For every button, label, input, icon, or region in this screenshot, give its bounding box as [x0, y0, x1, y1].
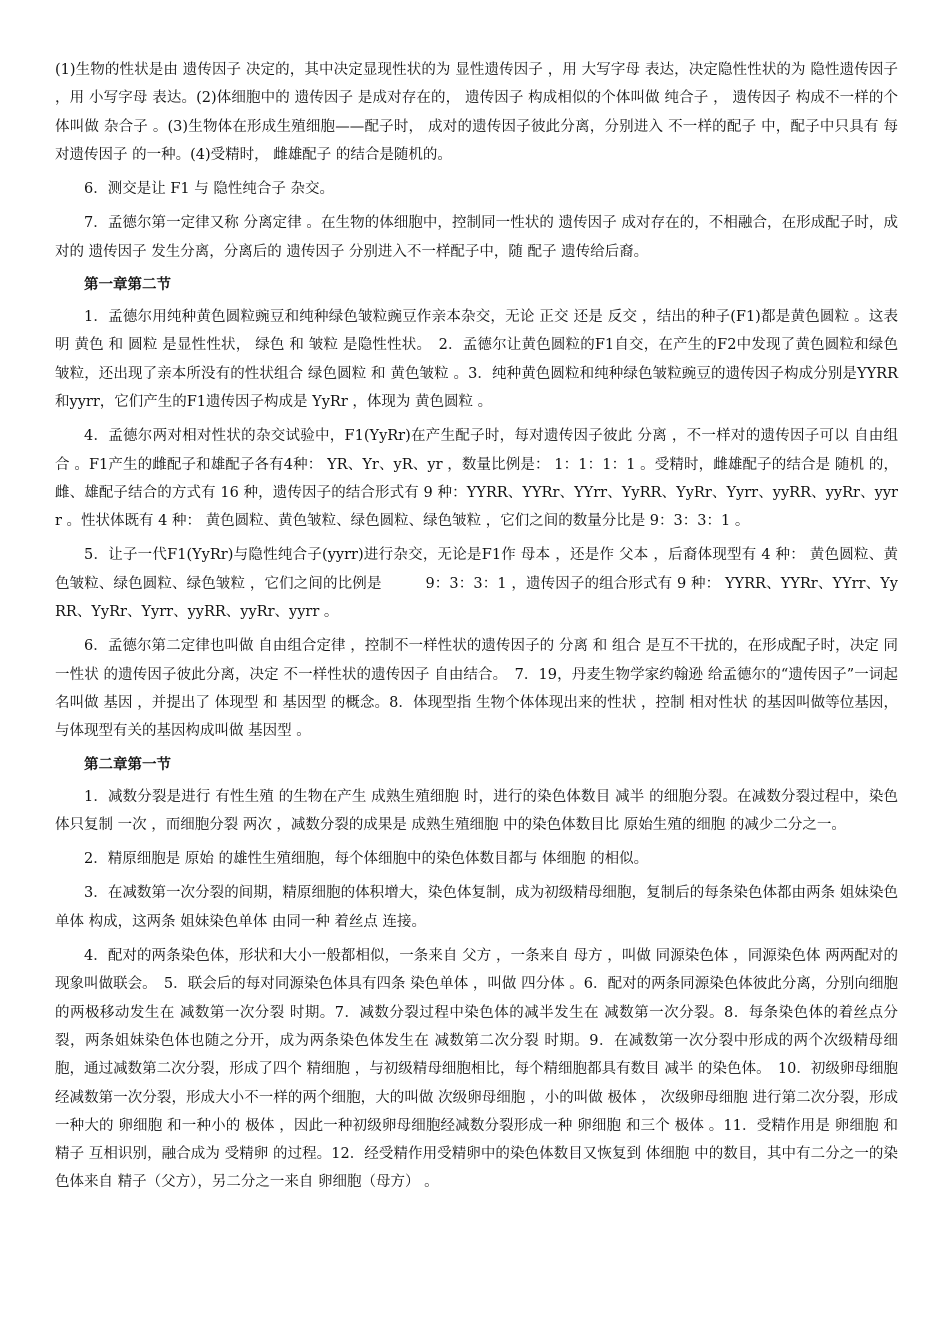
- paragraph-meiosis-definition: 1．减数分裂是进行 有性生殖 的生物在产生 成熟生殖细胞 时，进行的染色体数目 减半 的细胞分裂。在减数分裂过程中，染色体只复制 一次 ，而细胞分裂 两次 ，减数分裂的成果是 成熟生殖细胞 中的染色体数目比 原始生殖的细胞 的减少二分之一。: [55, 788, 898, 833]
- paragraph-interphase: 3．在减数第一次分裂的间期，精原细胞的体积增大，染色体复制，成为初级精母细胞，复制后的每条染色体都由两条 姐妹染色单体 构成，这两条 姐妹染色单体 由同一种 着丝点 连接。: [55, 885, 898, 930]
- section-heading-chapter2-section1: 第二章第一节: [84, 756, 171, 773]
- paragraph-dihybrid-cross: 1．孟德尔用纯种黄色圆粒豌豆和纯种绿色皱粒豌豆作亲本杂交，无论 正交 还是 反交 ，结出的种子(F1)都是黄色圆粒 。这表明 黄色 和 圆粒 是显性性状， 绿色 和 皱粒 是隐性性状。 2．孟德尔让黄色圆粒的F1自交，在产生的F2中发现了黄色圆粒和绿色皱粒，还出现了亲本所没有的性状组合 绿色圆粒 和 黄色皱粒 。3．纯种黄色圆粒和纯种绿色皱粒豌豆的遗传因子构成分别是YYRR和yyrr，它们产生的F1遗传因子构成是 YyRr ，体现为 黄色圆粒 。: [55, 309, 898, 410]
- paragraph-spermatogonium: 2．精原细胞是 原始 的雄性生殖细胞，每个体细胞中的染色体数目都与 体细胞 的相似。: [84, 851, 649, 868]
- section-heading-chapter1-section2: 第一章第二节: [84, 277, 171, 294]
- paragraph-testcross: 6．测交是让 F1 与 隐性纯合子 杂交。: [84, 181, 334, 198]
- paragraph-synapsis-fertilization: 4．配对的两条染色体，形状和大小一般都相似，一条来自 父方 ，一条来自 母方 ，叫做 同源染色体 ，同源染色体 两两配对的现象叫做联会。 5．联会后的每对同源染色体具有四条 染色单体 ，叫做 四分体 。6．配对的两条同源染色体彼此分离，分别向细胞的两极移动发生在 减数第一次分裂 时期。7．减数分裂过程中染色体的减半发生在 减数第一次分裂。8．每条染色体的着丝点分裂，两条姐妹染色体也随之分开，成为两条染色体发生在 减数第二次分裂 时期。9．在减数第一次分裂中形成的两个次级精母细胞，通过减数第二次分裂，形成了四个 精细胞 ，与初级精母细胞相比，每个精细胞都具有数目 减半 的染色体。 10．初级卵母细胞经减数第一次分裂，形成大小不一样的两个细胞，大的叫做 次级卵母细胞 ，小的叫做 极体 ， 次级卵母细胞 进行第二次分裂，形成一种大的 卵细胞 和一种小的 极体 ，因此一种初级卵母细胞经减数分裂形成一种 卵细胞 和三个 极体 。11．受精作用是 卵细胞 和 精子 互相识别，融合成为 受精卵 的过程。12．经受精作用受精卵中的染色体数目又恢复到 体细胞 中的数目，其中有二分之一的染色体来自 精子（父方），另二分之一来自 卵细胞（母方） 。: [55, 948, 898, 1191]
- paragraph-first-law: 7．孟德尔第一定律又称 分离定律 。在生物的体细胞中，控制同一性状的 遗传因子 成对存在的，不相融合，在形成配子时，成对的 遗传因子 发生分离，分离后的 遗传因子 分别进入不一样配子中，随 配子 遗传给后裔。: [55, 215, 898, 260]
- paragraph-gamete-combination: 4．孟德尔两对相对性状的杂交试验中，F1(YyRr)在产生配子时，每对遗传因子彼此 分离 ，不一样对的遗传因子可以 自由组合 。F1产生的雌配子和雄配子各有4种： YR、Yr、yR、yr ，数量比例是： 1：1：1：1 。受精时，雌雄配子的结合是 随机 的，雌、雄配子结合的方式有 16 种，遗传因子的结合形式有 9 种：YYRR、YYRr、YYrr、YyRR、YyRr、Yyrr、yyRR、yyRr、yyrr 。性状体既有 4 种： 黄色圆粒、黄色皱粒、绿色圆粒、绿色皱粒 ，它们之间的数量分比是 9：3：3：1 。: [55, 428, 898, 530]
- paragraph-dihybrid-testcross: 5．让子一代F1(YyRr)与隐性纯合子(yyrr)进行杂交，无论是F1作 母本 ，还是作 父本 ，后裔体现型有 4 种： 黄色圆粒、黄色皱粒、绿色圆粒、绿色皱粒 ，它们之间的比例是 9：3：3：1 ，遗传因子的组合形式有 9 种： YYRR、YYRr、YYrr、YyRR、YyRr、Yyrr、yyRR、yyRr、yyrr 。: [55, 547, 898, 621]
- paragraph-genetic-factors: (1)生物的性状是由 遗传因子 决定的，其中决定显现性状的为 显性遗传因子 ，用 大写字母 表达，决定隐性性状的为 隐性遗传因子 ，用 小写字母 表达。(2)体细胞中的 遗传因子 是成对存在的， 遗传因子 构成相似的个体叫做 纯合子 ， 遗传因子 构成不一样的个体叫做 杂合子 。(3)生物体在形成生殖细胞——配子时， 成对的遗传因子彼此分离，分别进入 不一样的配子 中，配子中只具有 每对遗传因子 的一种。(4)受精时， 雌雄配子 的结合是随机的。: [55, 62, 898, 163]
- paragraph-second-law: 6．孟德尔第二定律也叫做 自由组合定律 ，控制不一样性状的遗传因子的 分离 和 组合 是互不干扰的，在形成配子时，决定 同一性状 的遗传因子彼此分离，决定 不一样性状的遗传因子 自由结合。 7．19，丹麦生物学家约翰逊 给孟德尔的“遗传因子”一词起名叫做 基因 ，并提出了 体现型 和 基因型 的概念。8．体现型指 生物个体体现出来的性状 ，控制 相对性状 的基因叫做等位基因，与体现型有关的基因构成叫做 基因型 。: [55, 638, 898, 740]
